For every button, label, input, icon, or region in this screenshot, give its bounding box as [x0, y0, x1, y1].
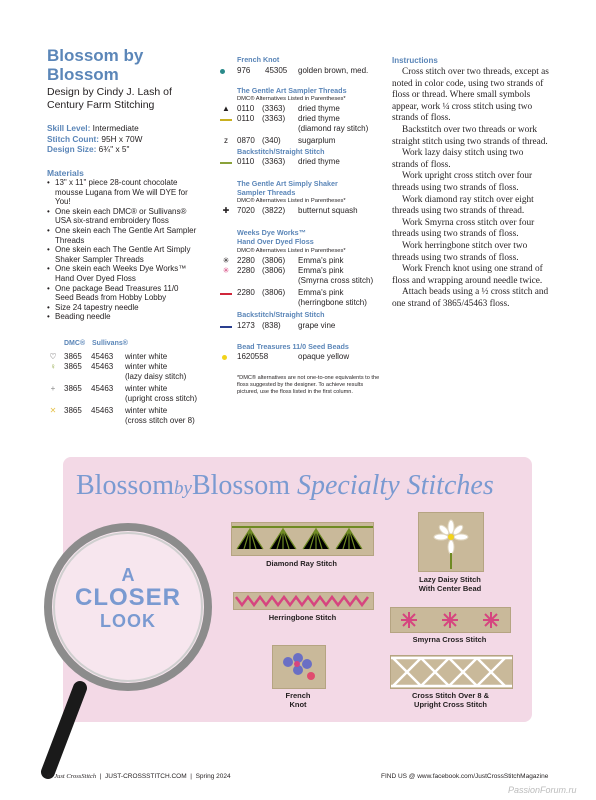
- list-item: • One skein each The Gentle Art Sampler Threads: [47, 226, 197, 245]
- instruction-paragraph: Work herringbone stitch over two threads using two strands of floss.: [392, 240, 528, 263]
- herringbone-swatch: [233, 592, 374, 610]
- plus-symbol-icon: +: [50, 384, 56, 393]
- cross-over-8-swatch: [390, 655, 513, 689]
- list-item: • Beading needle: [47, 312, 197, 322]
- list-item: • Size 24 tapestry needle: [47, 303, 197, 313]
- instruction-paragraph: Cross stitch over two threads, except as noted in color code, using two strands of floss or thread. Where small symbols appear, work ¼ cross stitch using two strands of floss.: [392, 67, 549, 124]
- line-symbol-icon: [220, 162, 232, 164]
- list-item: • One skein each DMC® or Sullivans® USA six-strand embroidery floss: [47, 207, 197, 226]
- instruction-paragraph: Work diamond ray stitch over eight threads using two strands of thread.: [392, 194, 534, 217]
- alternatives-footnote: *DMC® alternatives are not one-to-one equivalents to the floss suggested by the designer. To achieve results pictured, use the floss listed in the first column.: [237, 375, 380, 395]
- alt-note: DMC® Alternatives Listed in Parentheses*: [237, 96, 346, 102]
- french-knot-swatch: [272, 645, 326, 689]
- instruction-paragraph: Work lazy daisy stitch using two strands of floss.: [392, 148, 524, 170]
- asterisk-symbol-icon: ✳: [222, 256, 230, 265]
- gentle-art-heading: The Gentle Art Sampler Threads: [237, 86, 347, 95]
- list-item: • One skein each The Gentle Art Simply Shaker Sampler Threads: [47, 245, 197, 264]
- caption-french-knot: French Knot: [285, 691, 311, 709]
- key-col-sullivans: Sullivans®: [92, 340, 128, 347]
- line-symbol-icon: [220, 119, 232, 121]
- backstitch-heading: Backstitch/Straight Stitch: [237, 147, 325, 156]
- designer-byline: Design by Cindy J. Lash of Century Farm Stitching: [47, 86, 172, 111]
- triangle-symbol-icon: ▲: [222, 104, 230, 113]
- instruction-paragraph: Work upright cross stitch over four threads using two strands of floss.: [392, 171, 533, 193]
- list-item: • One skein each Weeks Dye Works™ Hand Over Dyed Floss: [47, 264, 197, 283]
- lazy-daisy-symbol-icon: ♀: [50, 362, 56, 371]
- shaker-heading: The Gentle Art Simply Shaker Sampler Threads: [237, 179, 338, 197]
- backstitch-heading: Backstitch/Straight Stitch: [237, 310, 325, 319]
- smyrna-symbol-icon: ✳: [222, 266, 230, 275]
- x-symbol-icon: ✕: [49, 406, 57, 415]
- caption-cross-over-8: Cross Stitch Over 8 & Upright Cross Stitch: [411, 691, 490, 709]
- caption-smyrna: Smyrna Cross Stitch: [412, 635, 487, 644]
- list-item: • One package Bead Treasures 11/0 Seed Beads from Hobby Lobby: [47, 284, 197, 303]
- line-symbol-icon: [220, 293, 232, 295]
- instruction-paragraph: Attach beads using a ½ cross stitch and one strand of 3865/45463 floss.: [392, 287, 549, 309]
- list-item: • 13" x 11" piece 28-count chocolate mousse Lugana from We will DYE for You!: [47, 178, 197, 207]
- diamond-ray-swatch: [231, 522, 374, 556]
- french-knot-dot-icon: [220, 69, 225, 74]
- materials-heading: Materials: [47, 168, 84, 178]
- alt-note: DMC® Alternatives Listed in Parentheses*: [237, 198, 346, 204]
- bead-dot-icon: [222, 355, 227, 360]
- weeks-heading: Weeks Dye Works™ Hand Over Dyed Floss: [237, 228, 314, 246]
- page-footer-left: 6 Just CrossStitch | JUST-CROSSSTITCH.COM | Spring 2024: [47, 773, 231, 780]
- instruction-paragraph: Backstitch over two threads or work straight stitch using two strands of thread.: [392, 124, 548, 147]
- smyrna-swatch: [390, 607, 511, 633]
- line-symbol-icon: [220, 326, 232, 328]
- magnifying-glass-icon: [40, 510, 215, 780]
- caption-lazy-daisy: Lazy Daisy Stitch With Center Bead: [418, 575, 482, 593]
- alt-note: DMC® Alternatives Listed in Parentheses*: [237, 248, 346, 254]
- z-symbol-icon: z: [224, 136, 228, 145]
- key-col-dmc: DMC®: [64, 340, 86, 347]
- heart-symbol-icon: ♡: [49, 352, 57, 361]
- panel-title: BlossombyBlossom Specialty Stitches: [76, 470, 494, 501]
- page-footer-right: FIND US @ www.facebook.com/JustCrossStitchMagazine: [381, 773, 549, 780]
- closer-look-label: A CLOSER LOOK: [74, 565, 181, 631]
- pattern-meta: Skill Level: Intermediate Stitch Count: 95H x 70W Design Size: 6¾" x 5": [47, 123, 143, 154]
- instruction-paragraph: Work French knot using one strand of floss and wrapping around needle twice.: [392, 264, 543, 286]
- watermark: PassionForum.ru: [508, 785, 577, 795]
- instructions-heading: Instructions: [392, 56, 438, 65]
- instructions-body: [392, 67, 552, 310]
- instruction-paragraph: Work Smyrna cross stitch over four threads using two strands of floss.: [392, 217, 535, 240]
- materials-list: [47, 178, 197, 322]
- french-knot-heading: French Knot: [237, 55, 280, 64]
- cross-symbol-icon: ✚: [222, 206, 230, 215]
- lazy-daisy-swatch: [418, 512, 484, 572]
- caption-herringbone: Herringbone Stitch: [268, 613, 337, 622]
- pattern-title: Blossom by Blossom: [47, 46, 144, 84]
- beads-heading: Bead Treasures 11/0 Seed Beads: [237, 342, 349, 351]
- caption-diamond-ray: Diamond Ray Stitch: [266, 559, 337, 568]
